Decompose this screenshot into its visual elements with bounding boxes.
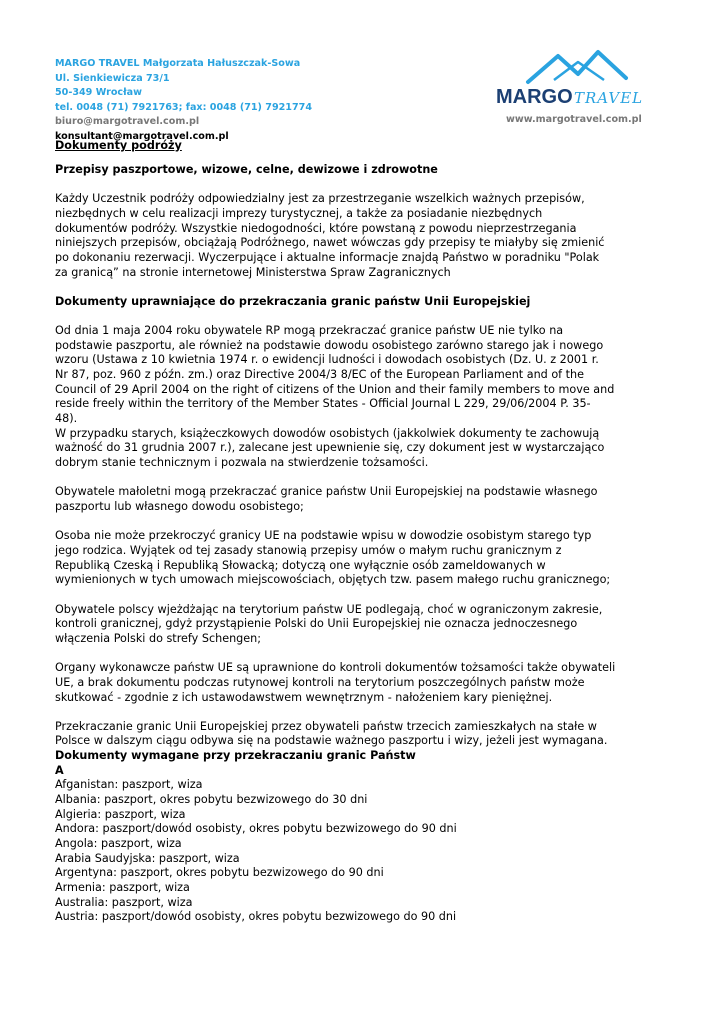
text-line: Obywatele polscy wjeżdżając na terytorium państw UE podlegają, choć w ograniczonym zakresie,	[55, 602, 603, 616]
paragraph-minors	[55, 485, 675, 514]
company-email-office: biuro@margotravel.com.pl	[55, 116, 200, 128]
letter-a-heading: A	[55, 763, 64, 777]
logo-main-text: MARGO	[496, 86, 573, 108]
country-entry: Angola: paszport, wiza	[55, 837, 182, 851]
country-entry: Argentyna: paszport, okres pobytu bezwizowego do 90 dni	[55, 866, 384, 880]
section-heading-regulations: Przepisy paszportowe, wizowe, celne, dewizowe i zdrowotne	[55, 163, 438, 176]
country-entry: Andora: paszport/dowód osobisty, okres pobytu bezwizowego do 90 dni	[55, 822, 457, 836]
logo-script-text: TRAVEL	[574, 89, 644, 107]
text-line: paszportu lub własnego dowodu osobistego;	[55, 500, 304, 514]
document-body	[55, 163, 675, 925]
country-entry: Armenia: paszport, wiza	[55, 881, 190, 895]
text-line: reside freely within the territory of the Member States - Official Journal L 229, 29/06/2004 P. 35-	[55, 397, 591, 411]
mountains-icon	[528, 52, 626, 82]
company-phone-fax: tel. 0048 (71) 7921763; fax: 0048 (71) 7921774	[55, 101, 313, 113]
text-line: kontroli granicznej, gdyż przystąpienie Polski do Unii Europejskiej nie oznacza jednoczesnego	[55, 617, 578, 631]
text-line: niezbędnych w celu realizacji imprezy turystycznej, a także za posiadanie niezbędnych	[55, 206, 543, 220]
paragraph-third-country	[55, 720, 675, 749]
text-line: Republiką Czeską i Republiką Słowacką; dotyczą one wyłącznie osób zameldowanych w	[55, 558, 546, 572]
document-title: Dokumenty podróży	[55, 139, 182, 152]
company-street: Ul. Sienkiewicza 73/1	[55, 72, 170, 84]
text-line: Osoba nie może przekroczyć granicy UE na podstawie wpisu w dowodzie osobistym starego typ	[55, 529, 592, 543]
paragraph-border-control	[55, 603, 675, 647]
text-line: dobrym stanie technicznym i pozwala na stwierdzenie tożsamości.	[55, 456, 429, 470]
company-info	[55, 57, 312, 145]
company-website: www.margotravel.com.pl	[506, 114, 642, 125]
text-line: Od dnia 1 maja 2004 roku obywatele RP mogą przekraczać granice państw UE nie tylko na	[55, 324, 564, 338]
text-line: Każdy Uczestnik podróży odpowiedzialny jest za przestrzeganie wszelkich ważnych przepisów,	[55, 192, 585, 206]
country-entry: Albania: paszport, okres pobytu bezwizowego do 30 dni	[55, 793, 368, 807]
paragraph-eu-id	[55, 324, 675, 471]
text-line: 48).	[55, 412, 78, 426]
paragraph-id-checks	[55, 661, 675, 705]
section-heading-country-documents: Dokumenty wymagane przy przekraczaniu granic Państw	[55, 749, 416, 763]
country-entry: Australia: paszport, wiza	[55, 895, 193, 909]
company-name: MARGO TRAVEL Małgorzata Hałuszczak-Sowa	[55, 58, 301, 69]
text-line: niniejszych przepisów, obciążają Podróżnego, nawet wówczas gdy przepisy te miałyby się zmienić	[55, 236, 605, 250]
text-line: dokumentów podróży. Wszystkie niedogodności, które powstaną z powodu nieprzestrzegania	[55, 221, 577, 235]
section-heading-eu-documents: Dokumenty uprawniające do przekraczania granic państw Unii Europejskiej	[55, 294, 531, 308]
section-regulations-text	[55, 192, 675, 280]
text-line: Polsce w dalszym ciągu odbywa się na podstawie ważnego paszportu i wizy, jeżeli jest wymagana.	[55, 734, 608, 748]
country-list	[55, 778, 675, 925]
text-line: jego rodzica. Wyjątek od tej zasady stanowią przepisy umów o małym ruchu granicznym z	[55, 543, 562, 557]
text-line: włączenia Polski do strefy Schengen;	[55, 631, 262, 645]
country-entry: Algieria: paszport, wiza	[55, 807, 186, 821]
text-line: UE, a brak dokumentu podczas rutynowej kontroli na terytorium poszczególnych państw może	[55, 675, 585, 689]
text-line: W przypadku starych, książeczkowych dowodów osobistych (jakkolwiek dokumenty te zachowują	[55, 426, 600, 440]
company-email-consultant: konsultant@margotravel.com.pl	[55, 130, 229, 142]
text-line: Nr 87, poz. 960 z późn. zm.) oraz Directive 2004/3 8/EC of the European Parliament and of the	[55, 368, 585, 382]
text-line: Przekraczanie granic Unii Europejskiej przez obywateli państw trzecich zamieszkałych na stałe w	[55, 719, 597, 733]
text-line: Obywatele małoletni mogą przekraczać granice państw Unii Europejskiej na podstawie własnego	[55, 485, 598, 499]
text-line: ważność do 31 grudnia 2007 r.), zalecane jest upewnienie się, czy dokument jest w wystarczająco	[55, 441, 605, 455]
text-line: wzoru (Ustawa z 10 kwietnia 1974 r. o ewidencji ludności i dowodach osobistych (Dz. U. z 2001 r.	[55, 353, 599, 367]
text-line: Council of 29 April 2004 on the right of citizens of the Union and their family members to move and	[55, 382, 615, 396]
country-entry: Arabia Saudyjska: paszport, wiza	[55, 851, 240, 865]
text-line: wymienionych w tych umowach miejscowościach, objętych tzw. pasem małego ruchu granicznego;	[55, 573, 611, 587]
text-line: skutkować - zgodnie z ich ustawodawstwem wewnętrznym - nałożeniem kary pieniężnej.	[55, 690, 553, 704]
paragraph-parent-id	[55, 529, 675, 588]
margo-travel-logo	[494, 46, 654, 108]
country-entry: Afganistan: paszport, wiza	[55, 778, 203, 792]
text-line: Organy wykonawcze państw UE są uprawnione do kontroli dokumentów tożsamości także obywateli	[55, 661, 616, 675]
text-line: podstawie paszportu, ale również na podstawie dowodu osobistego zarówno starego jak i nowego	[55, 338, 604, 352]
company-city: 50-349 Wrocław	[55, 87, 143, 99]
text-line: po dokonaniu rezerwacji. Wyczerpujące i aktualne informacje znajdą Państwo w poradniku "Polak	[55, 250, 600, 264]
country-entry: Austria: paszport/dowód osobisty, okres pobytu bezwizowego do 90 dni	[55, 910, 457, 924]
text-line: za granicą” na stronie internetowej Ministerstwa Spraw Zagranicznych	[55, 265, 451, 279]
